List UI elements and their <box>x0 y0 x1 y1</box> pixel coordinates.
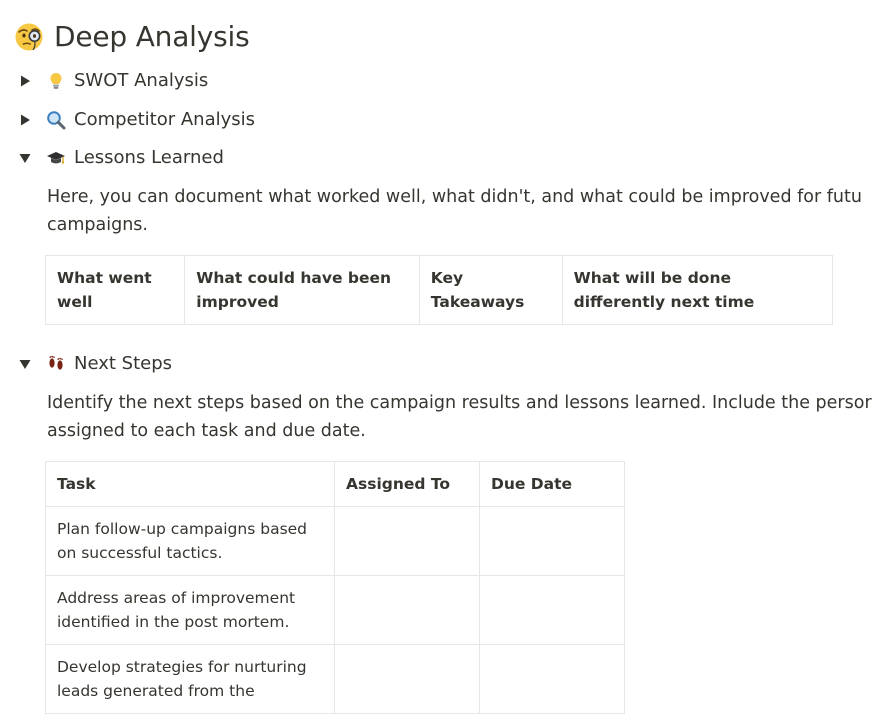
assigned-to-cell[interactable] <box>335 645 480 714</box>
table-header-row <box>46 462 625 507</box>
table-row <box>46 507 625 576</box>
table-header-row <box>46 256 833 325</box>
graduation-cap-icon <box>46 148 66 168</box>
table-header-cell[interactable]: What could have been improved <box>185 256 420 325</box>
toggle-next-steps[interactable] <box>18 353 172 374</box>
table-header-cell[interactable]: What went well <box>46 256 185 325</box>
caret-down-icon[interactable] <box>18 357 32 371</box>
lessons-description-line: Here, you can document what worked well, what didn't, and what could be improved for futu <box>47 187 862 207</box>
monocle-face-icon <box>14 22 44 52</box>
toggle-label-next-steps: Next Steps <box>74 353 173 374</box>
light-bulb-icon <box>46 71 66 91</box>
table-header-cell[interactable]: What will be done differently next time <box>562 256 832 325</box>
page-title-row <box>14 20 249 53</box>
next-steps-description <box>47 389 872 445</box>
footprints-icon <box>46 354 66 374</box>
due-date-cell[interactable] <box>480 507 625 576</box>
due-date-cell[interactable] <box>480 645 625 714</box>
assigned-to-cell[interactable] <box>335 576 480 645</box>
task-cell[interactable]: Address areas of improvement identified in the post mortem. <box>46 576 335 645</box>
caret-right-icon[interactable] <box>18 74 32 88</box>
toggle-lessons-learned[interactable] <box>18 147 224 168</box>
toggle-swot-analysis[interactable] <box>18 70 208 91</box>
lessons-table <box>45 255 833 325</box>
table-row <box>46 645 625 714</box>
table-header-cell[interactable]: Due Date <box>480 462 625 507</box>
toggle-label-competitor: Competitor Analysis <box>74 109 256 130</box>
table-header-cell[interactable]: Task <box>46 462 335 507</box>
table-header-cell[interactable]: Key Takeaways <box>419 256 562 325</box>
table-header-cell[interactable]: Assigned To <box>335 462 480 507</box>
toggle-label-lessons: Lessons Learned <box>74 147 224 168</box>
page-title: Deep Analysis <box>54 20 250 53</box>
lessons-description-line: campaigns. <box>47 215 148 235</box>
magnifying-glass-icon <box>46 110 66 130</box>
table-row <box>46 576 625 645</box>
next-steps-description-line: assigned to each task and due date. <box>47 421 366 441</box>
assigned-to-cell[interactable] <box>335 507 480 576</box>
task-cell[interactable]: Plan follow-up campaigns based on successful tactics. <box>46 507 335 576</box>
due-date-cell[interactable] <box>480 576 625 645</box>
caret-down-icon[interactable] <box>18 151 32 165</box>
toggle-label-swot: SWOT Analysis <box>74 70 209 91</box>
lessons-description <box>47 183 867 239</box>
task-cell[interactable]: Develop strategies for nurturing leads generated from the <box>46 645 335 714</box>
toggle-competitor-analysis[interactable] <box>18 109 255 130</box>
next-steps-table <box>45 461 625 714</box>
next-steps-description-line: Identify the next steps based on the campaign results and lessons learned. Include the persor <box>47 393 872 413</box>
caret-right-icon[interactable] <box>18 113 32 127</box>
